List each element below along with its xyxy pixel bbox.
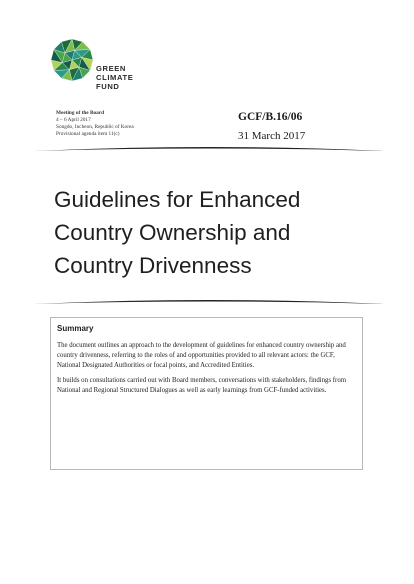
logo-wordmark <box>96 64 133 91</box>
meeting-dates: 4 – 6 April 2017 <box>56 117 91 123</box>
bottom-divider <box>34 297 384 307</box>
agenda-item: Provisional agenda item 11(c) <box>56 131 120 137</box>
document-title <box>54 183 384 282</box>
logo-line-3: FUND <box>96 82 120 91</box>
top-divider <box>34 144 384 154</box>
meeting-info <box>56 110 134 138</box>
summary-heading: Summary <box>57 324 94 333</box>
title-line-1: Guidelines for Enhanced <box>54 187 301 212</box>
meeting-location: Songdo, Incheon, Republic of Korea <box>56 124 134 130</box>
summary-box <box>50 317 363 470</box>
title-line-3: Country Drivenness <box>54 253 252 278</box>
summary-paragraph-1: The document outlines an approach to the development of guidelines for enhanced country ownership and country drivenness, referring to the roles of and opportunities provided to all relevant actors: the GCF, National Designated Authorities or focal points, and Accredited Entities. <box>57 342 346 369</box>
meeting-name: Meeting of the Board <box>56 110 105 116</box>
logo-line-2: CLIMATE <box>96 73 134 82</box>
logo-line-1: GREEN <box>96 64 127 73</box>
title-line-2: Country Ownership and <box>54 220 291 245</box>
document-id: GCF/B.16/06 <box>238 111 303 123</box>
document-date: 31 March 2017 <box>238 130 306 142</box>
document-reference <box>238 110 305 143</box>
green-climate-fund-logo <box>50 38 94 82</box>
summary-paragraph-2: It builds on consultations carried out with Board members, conversations with stakeholders, findings from National and Regional Structured Dialogues as well as early learnings from GCF-funded activities. <box>57 377 347 395</box>
